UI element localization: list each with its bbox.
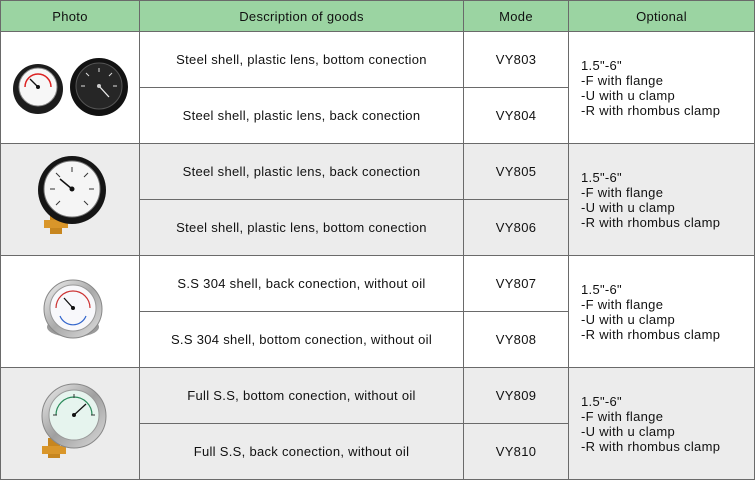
optional-line: -F with flange	[581, 72, 664, 88]
optional-line: -F with flange	[581, 184, 664, 200]
optional-line: 1.5"-6"	[581, 281, 622, 297]
mode-cell: VY803	[464, 32, 569, 88]
optional-line: -U with u clamp	[581, 199, 676, 215]
mode-cell: VY808	[464, 312, 569, 368]
header-optional: Optional	[569, 1, 755, 32]
description-cell: Steel shell, plastic lens, bottom conection	[140, 200, 464, 256]
optional-line: -R with rhombus clamp	[581, 326, 721, 342]
description-cell: Full S.S, back conection, without oil	[140, 424, 464, 480]
mode-cell: VY806	[464, 200, 569, 256]
header-mode: Mode	[464, 1, 569, 32]
optional-cell	[569, 144, 755, 256]
gauge-stainless-back-icon	[6, 267, 134, 357]
photo-cell	[1, 256, 140, 368]
mode-cell: VY804	[464, 88, 569, 144]
description-cell: Steel shell, plastic lens, bottom conection	[140, 32, 464, 88]
optional-cell	[569, 256, 755, 368]
table-row	[1, 368, 755, 424]
optional-line: 1.5"-6"	[581, 393, 622, 409]
optional-line: -R with rhombus clamp	[581, 438, 721, 454]
header-description: Description of goods	[140, 1, 464, 32]
photo-cell	[1, 144, 140, 256]
description-cell: Steel shell, plastic lens, back conection	[140, 88, 464, 144]
optional-line: 1.5"-6"	[581, 57, 622, 73]
optional-cell	[569, 368, 755, 480]
mode-cell: VY810	[464, 424, 569, 480]
table-row	[1, 144, 755, 200]
table-row	[1, 32, 755, 88]
gauge-black-case-brass-bottom-icon	[6, 150, 134, 250]
optional-line: -R with rhombus clamp	[581, 214, 721, 230]
header-row	[1, 1, 755, 32]
optional-line: -F with flange	[581, 296, 664, 312]
description-cell: Full S.S, bottom conection, without oil	[140, 368, 464, 424]
photo-cell	[1, 368, 140, 480]
mode-cell: VY809	[464, 368, 569, 424]
table-row	[1, 256, 755, 312]
photo-cell	[1, 32, 140, 144]
optional-line: -F with flange	[581, 408, 664, 424]
gauge-pair-black-case-icon	[6, 53, 134, 123]
description-cell: S.S 304 shell, bottom conection, without oil	[140, 312, 464, 368]
mode-cell: VY807	[464, 256, 569, 312]
gauge-full-stainless-brass-bottom-icon	[6, 374, 134, 474]
optional-line: -U with u clamp	[581, 87, 676, 103]
optional-line: 1.5"-6"	[581, 169, 622, 185]
optional-line: -U with u clamp	[581, 311, 676, 327]
optional-line: -U with u clamp	[581, 423, 676, 439]
optional-cell	[569, 32, 755, 144]
header-photo: Photo	[1, 1, 140, 32]
description-cell: S.S 304 shell, back conection, without oil	[140, 256, 464, 312]
optional-line: -R with rhombus clamp	[581, 102, 721, 118]
description-cell: Steel shell, plastic lens, back conection	[140, 144, 464, 200]
mode-cell: VY805	[464, 144, 569, 200]
